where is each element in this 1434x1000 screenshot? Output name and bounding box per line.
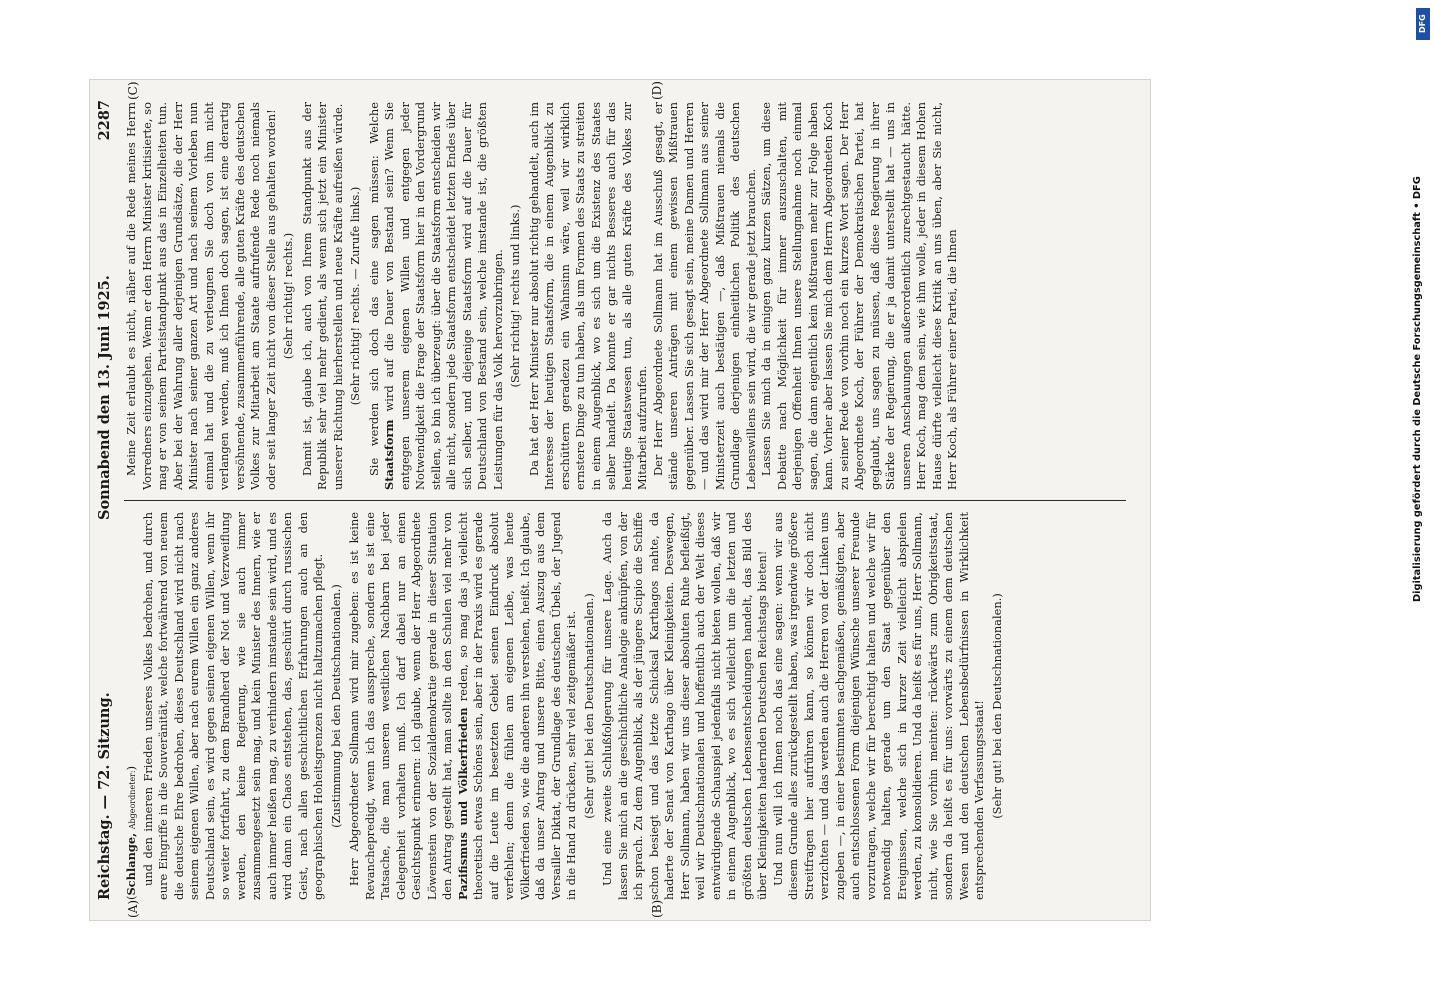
interjection: (Sehr gut! bei den Deutschnationalen.) — [581, 593, 596, 819]
paragraph: Da hat der Herr Minister nur absolut richtig gehandelt, auch im Interesse der heutigen Staatsform, die in einem Augenblick zu erschüttern geradezu ein Wahnsinn wäre, weil wir wirklich ernstere Dinge zu tun haben, als um Formen des Staats zu streiten in einem Augenblick, wo es sich um die Existenz des Staates selber handelt. Da konnte er gar nichts Besseres auch für das heutige Staatswesen tun, als alle guten Kräfte des Volkes zur Mitarbeit aufzurufen. — [526, 102, 649, 490]
column-divider — [124, 500, 1126, 501]
margin-mark-d: (D) — [650, 81, 664, 100]
paragraph: Und nun will ich Ihnen noch das eine sagen: wenn wir aus diesem Grunde alles zurückgestellt haben, was irgendwie größere Streitfragen hier aufrühren kann, so können wir doch nicht verzichten — und das werden auch die Herren von der Linken uns zugeben —, in einer bestimmten sachgemäßen, gemäßigten, aber auch entschlossenen Form diejenigen Wünsche unserer Freunde vorzutragen, welche wir für berechtigt halten und welche wir für notwendig halten, gerade um den Staat gegenüber den Ereignissen, welche sich in kurzer Zeit vielleicht abspielen werden, zu konsolidieren. Und da heißt es für uns, Herr Sollmann, nicht, wie Sie vorhin meinten: rückwärts zum Obrigkeitsstaat, sondern da heißt es für uns: vorwärts zu einem dem deutschen Wesen und den deutschen Lebensbedürfnissen in Wirklichkeit entsprechenden Verfassungsstaat! — [770, 512, 986, 900]
rotated-page-content — [90, 80, 1150, 920]
paragraph: Herr Abgeordneter Sollmann wird mir zugeben: es ist keine Revanchepredigt, wenn ich das ausspreche, sondern es ist eine Tatsache, die man unseren westlichen Nachbarn bei jeder Gelegenheit vorhalten muß. Ich darf dabei nur an einen Gesichtspunkt erinnern: ich glaube, wenn der Herr Abgeordnete Löwenstein von der Sozialdemokratie gerade in dieser Situation den Antrag gestellt hat, man sollte in den Schulen viel mehr von Pazifismus und Völkerfrieden reden, so mag das ja vielleicht theoretisch etwas Schönes sein, aber in der Praxis wird es gerade auf die Leute im besetzten Gebiet seinen Eindruck absolut verfehlen; denn die fühlen am eigenen Leibe, was heute Völkerfrieden so, wie die anderen ihn verstehen, heißt. Ich glaube, daß da unser Antrag und unsere Bitte, einen Auszug aus dem Versailler Diktat, der Grundlage des deutschen Übels, der Jugend in die Hand zu drücken, sehr viel zeitgemäßer ist. — [347, 512, 578, 900]
interjection: (Zustimmung bei den Deutschnationalen.) — [328, 584, 343, 828]
margin-mark-a: (A) — [126, 899, 140, 918]
speaker-name: Schlange, — [124, 832, 138, 896]
text-column-left — [124, 512, 1124, 900]
paragraph: und den inneren Frieden unseres Volkes bedrohen, und durch eure Eingriffe in die Souveränität, welche fortwährend von neuem die deutsche Ehre bedrohen, dieses Deutschland wird nicht nach seinem eigenen Willen, aber nach eurem Willen ein ganz anderes Deutschland sein, es wird gegen seinen eigenen Willen, wenn ihr so weiter fortfahrt, zu dem Brandherd der Not und Verzweiflung werden, den keine Regierung, wie sie auch immer zusammengesetzt sein mag, und kein Minister des Innern, wie er auch immer heißen mag, zu verhindern imstande sein wird, und es wird dann ein Chaos entstehen, das, geschürt durch russischen Geist, nach allen geschichtlichen Erfahrungen auch an den geographischen Hoheitsgrenzen nicht haltzumachen pflegt. — [140, 512, 325, 900]
margin-mark-c: (C) — [126, 81, 140, 100]
header-date: Sonnabend den 13. Juni 1925. — [96, 275, 113, 520]
page-header — [96, 100, 122, 900]
header-session: Reichstag. — 72. Sitzung. — [96, 692, 113, 900]
paragraph: Und eine zweite Schlußfolgerung für unsere Lage. Auch da lassen Sie mich an die geschichtliche Analogie anknüpfen, von der ich sprach. Zu dem Augenblick, als der jüngere Scipio die Schiffe schon besiegt und das letzte Schicksal Karthagos nahte, da haderte der Senat von Karthago über Kleinigkeiten. Deswegen, Herr Sollmann, haben wir uns dieser absoluten Ruhe befleißigt, weil wir Deutschnationalen und hoffentlich auch der Welt dieses entwürdigende Schauspiel jedenfalls nicht bieten wollen, daß wir in einem Augenblick, wo es sich vielleicht um die letzten und größten deutschen Lebensentscheidungen handelt, das Bild des über Kleinigkeiten hadernden Deutschen Reichstags bieten! — [600, 512, 769, 900]
interjection: (Sehr richtig! rechts.) — [281, 232, 295, 360]
text-column-right — [124, 102, 1124, 490]
paragraph: Lassen Sie mich da in einigen ganz kurzen Sätzen, um diese Debatte nach Möglichkeit für immer auszuschalten, mit derjenigen Offenheit Ihnen unsere Stellungnahme noch einmal sagen, die dann eigentlich kein Mißtrauen mehr zur Folge haben kann. Vorher aber lassen Sie mich dem Herrn Abgeordneten Koch zu seiner Rede von vorhin noch ein kurzes Wort sagen. Der Herr Abgeordnete Koch, der Führer der Demokratischen Partei, hat geglaubt, uns sagen zu müssen, daß diese Regierung in ihrer Stärke der Regierung, die er ja damit unterstellt hat — uns in unseren Anschauungen außerordentlich zurechtgestaucht hätte. Herr Koch, mag dem sein, wie ihm wolle, jeder in diesem Hohen Hause dürfte vielleicht diese Kritik an uns üben, aber Sie nicht, Herr Koch, als Führer einer Partei, die Ihnen — [759, 102, 959, 490]
paragraph: Meine Zeit erlaubt es nicht, näher auf die Rede meines Herrn Vorredners einzugehen. Wenn er den Herrn Minister kritisierte, so mag er von seinem Parteistandpunkt aus das in Einzelheiten tun. Aber bei der Wahrung aller derjenigen Grundsätze, die der Herr Minister nach seiner ganzen Art und nach seinem Vorleben nun einmal hat und die zu verleugnen Sie doch von ihm nicht verlangen werden, muß ich Ihnen doch sagen, ist eine derartig versöhnende, zusammenführende, alle guten Kräfte des deutschen Volkes zur Mitarbeit am Staate aufrufende Rede noch niemals oder seit langer Zeit nicht von dieser Stelle aus gehalten worden! — [124, 102, 278, 490]
digitization-credit — [1408, 12, 1430, 612]
interjection: (Sehr gut! bei den Deutschnationalen.) — [989, 593, 1004, 819]
paragraph: Damit ist, glaube ich, auch von Ihrem Standpunkt aus der Republik sehr viel mehr gedient, als wenn sich jetzt ein Minister unserer Richtung hierherstellen und neue Kräfte aufreißen würde. — [299, 102, 345, 490]
dfg-logo: DFG — [1416, 8, 1430, 40]
page-number: 2287 — [96, 100, 113, 141]
speaker-line: (Schlange, Abgeordneter:) — [124, 765, 138, 900]
interjection: (Sehr richtig! rechts und links.) — [508, 204, 522, 388]
speaker-role: Abgeordneter: — [128, 770, 137, 830]
paragraph: Sie werden sich doch das eine sagen müssen: Welche Staatsform wird auf die Dauer von Bestand sein? Wenn Sie entgegen unserem eigenen Willen und entgegen jeder Notwendigkeit die Frage der Staatsform hier in den Vordergrund stellen, so bin ich überzeugt: über die Staatsform entscheiden wir alle nicht, sondern jede Staatsform entscheidet letzten Endes über sich selber, und diejenige Staatsform wird auf die Dauer für Deutschland von Bestand sein, welche imstande ist, die größten Leistungen für das Volk hervorzubringen. — [366, 102, 505, 490]
credit-text: Digitalisierung gefördert durch die Deutsche Forschungsgemeinschaft • DFG — [1412, 176, 1423, 602]
margin-mark-b: (B) — [650, 899, 664, 918]
paragraph: Der Herr Abgeordnete Sollmann hat im Ausschuß gesagt, er stände unseren Anträgen mit einem gewissen Mißtrauen gegenüber. Lassen Sie sich gesagt sein, meine Damen und Herren — und das wird mir der Herr Abgeordnete Sollmann aus seiner Ministerzeit auch bestätigen —, daß Mißtrauen niemals die Grundlage derjenigen einheitlichen Politik des deutschen Lebenswillens sein wird, die wir gerade jetzt brauchen. — [650, 102, 758, 490]
interjection: (Sehr richtig! rechts. — Zurufe links.) — [348, 186, 362, 406]
